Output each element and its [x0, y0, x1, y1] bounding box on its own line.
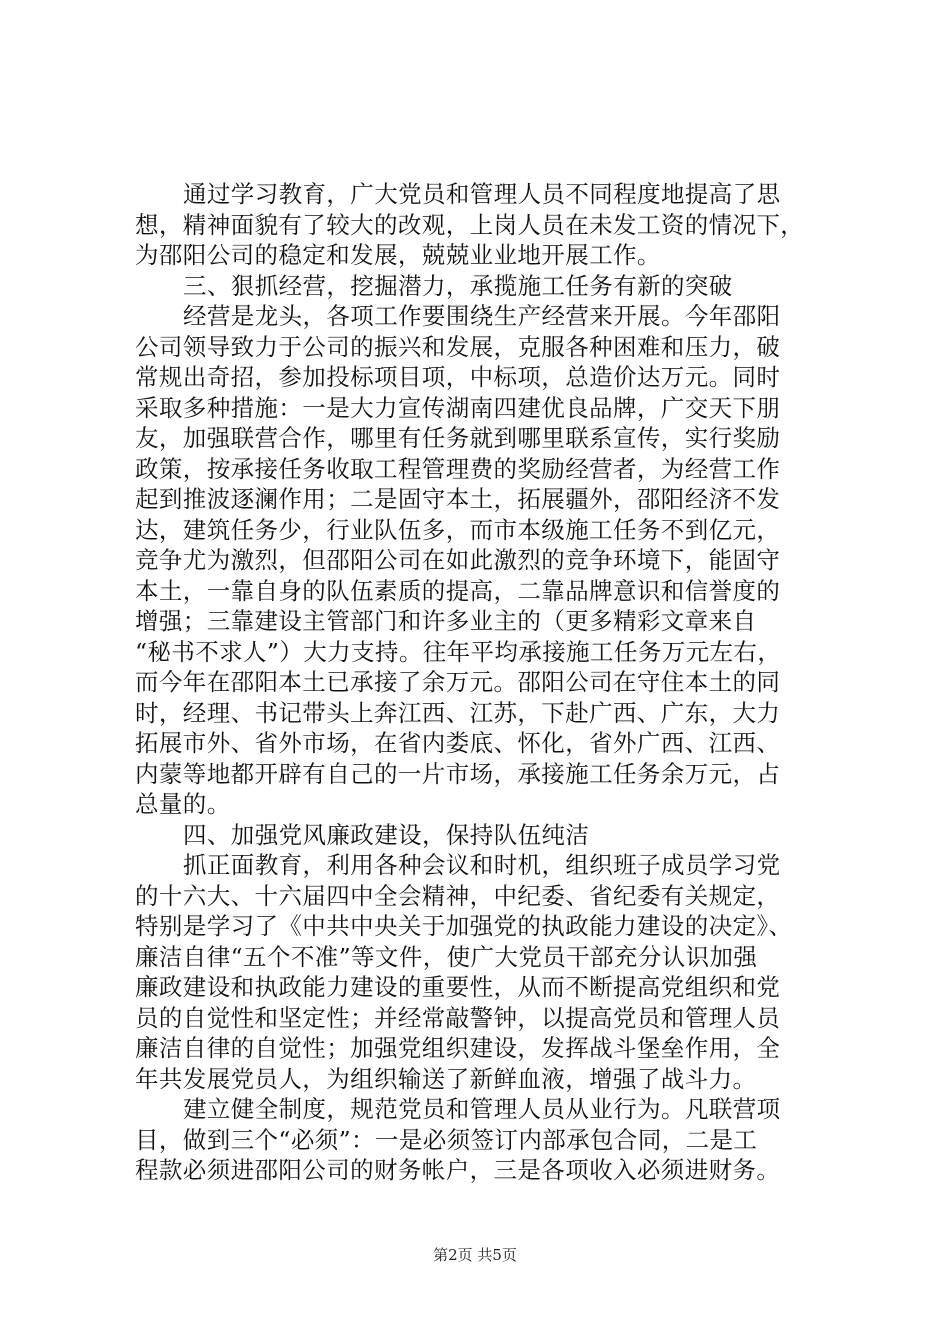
text-line: 为邵阳公司的稳定和发展，兢兢业业地开展工作。	[135, 241, 661, 269]
text-line: 程款必须进邵阳公司的财务帐户，三是各项收入必须进财务。	[135, 1156, 781, 1184]
text-line: 拓展市外、省外市场，在省内娄底、怀化，省外广西、江西、	[135, 729, 781, 757]
text-line: 内蒙等地都开辟有自己的一片市场，承接施工任务余万元，占	[135, 759, 781, 788]
text-line: 增强；三靠建设主管部门和许多业主的（更多精彩文章来自	[135, 607, 757, 635]
text-line: 年共发展党员人，为组织输送了新鲜血液，增强了战斗力。	[135, 1064, 757, 1093]
text-line: 起到推波逐澜作用；二是固守本土，拓展疆外，邵阳经济不发	[135, 485, 781, 513]
text-line: 通过学习教育，广大党员和管理人员不同程度地提高了思	[183, 180, 781, 208]
text-line: 建立健全制度，规范党员和管理人员从业行为。凡联营项	[183, 1095, 781, 1123]
text-line: 廉洁自律“五个不准”等文件，使广大党员干部充分认识加强	[135, 942, 758, 971]
text-line: 政策，按承接任务收取工程管理费的奖励经营者，为经营工作	[135, 454, 781, 483]
text-line: 达，建筑任务少，行业队伍多，而市本级施工任务不到亿元，	[135, 515, 781, 544]
text-line: 时，经理、书记带头上奔江西、江苏，下赴广西、广东，大力	[135, 698, 781, 727]
text-line: 常规出奇招，参加投标项目项，中标项，总造价达万元。同时	[135, 363, 781, 391]
text-line: 本土，一靠自身的队伍素质的提高，二靠品牌意识和信誉度的	[135, 576, 781, 605]
text-line: 员的自觉性和坚定性；并经常敲警钟，以提高党员和管理人员	[135, 1003, 781, 1032]
text-line: 三、狠抓经营，挖掘潜力，承揽施工任务有新的突破	[183, 271, 733, 300]
text-line: 目，做到三个“必须”：一是必须签订内部承包合同，二是工	[135, 1125, 758, 1154]
page-footer: 第2页 共5页	[433, 1246, 517, 1264]
text-line: 总量的。	[135, 790, 231, 818]
text-line: 廉洁自律的自觉性；加强党组织建设，发挥战斗堡垒作用，全	[135, 1034, 781, 1062]
text-line: 想，精神面貌有了较大的改观，上岗人员在未发工资的情况下，	[135, 210, 805, 239]
text-line: 公司领导致力于公司的振兴和发展，克服各种困难和压力，破	[135, 332, 781, 361]
document-body	[135, 179, 855, 1186]
text-line: “秘书不求人”）大力支持。往年平均承接施工任务万元左右，	[135, 637, 782, 666]
text-line: 的十六大、十六届四中全会精神，中纪委、省纪委有关规定，	[135, 881, 781, 910]
text-line: 经营是龙头，各项工作要围绕生产经营来开展。今年邵阳	[183, 302, 781, 330]
text-line: 采取多种措施：一是大力宣传湖南四建优良品牌，广交天下朋	[135, 393, 781, 422]
text-line: 抓正面教育，利用各种会议和时机，组织班子成员学习党	[183, 851, 781, 879]
text-line: 而今年在邵阳本土已承接了余万元。邵阳公司在守住本土的同	[135, 668, 781, 696]
text-line: 四、加强党风廉政建设，保持队伍纯洁	[183, 820, 590, 849]
text-line: 特别是学习了《中共中央关于加强党的执政能力建设的决定》、	[135, 912, 793, 940]
text-line: 竞争尤为激烈，但邵阳公司在如此激烈的竞争环境下，能固守	[135, 546, 781, 574]
text-line: 廉政建设和执政能力建设的重要性，从而不断提高党组织和党	[135, 973, 781, 1001]
text-line: 友，加强联营合作，哪里有任务就到哪里联系宣传，实行奖励	[135, 424, 781, 452]
